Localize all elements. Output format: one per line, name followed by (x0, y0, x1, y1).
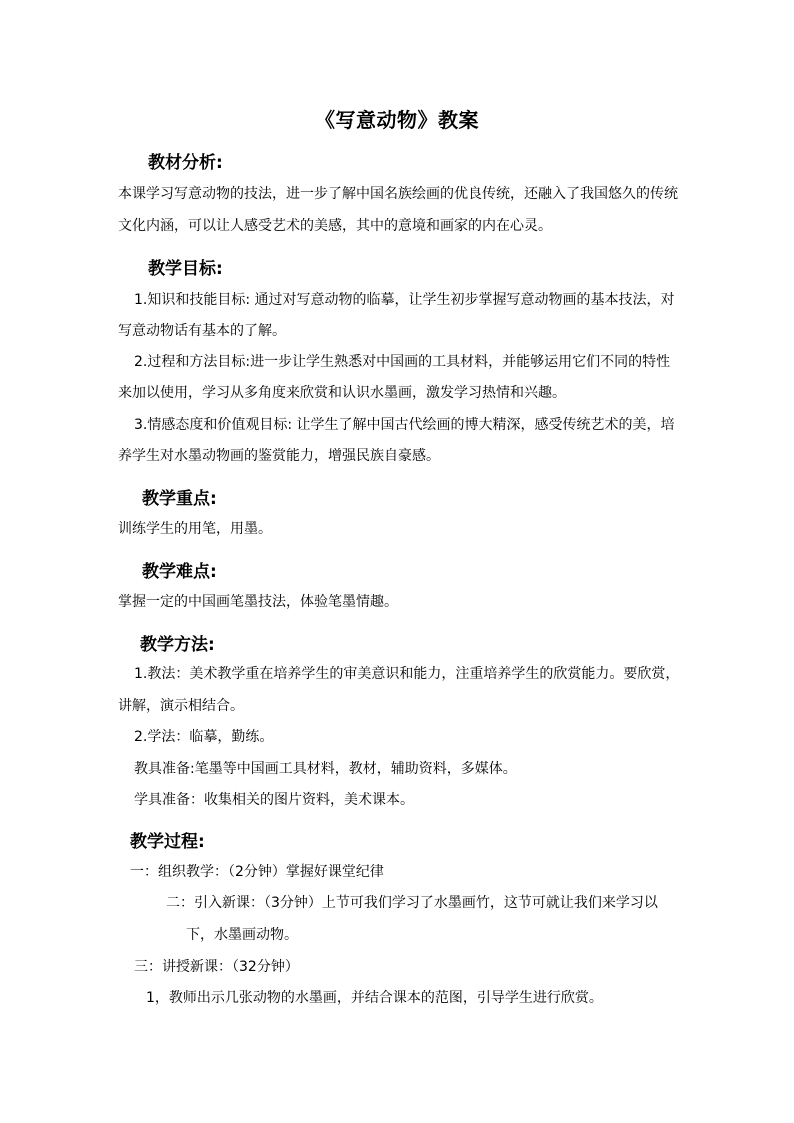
methods-line: 1.教法：美术教学重在培养学生的审美意识和能力，注重培养学生的欣赏能力。要欣赏， (134, 666, 680, 682)
goals-line: 1.知识和技能目标: 通过对写意动物的临摹，让学生初步掌握写意动物画的基本技法，对 (134, 292, 675, 308)
analysis-line: 本课学习写意动物的技法，进一步了解中国名族绘画的优良传统，还融入了我国悠久的传统 (118, 186, 678, 202)
key-points-line: 训练学生的用笔，用墨。 (118, 521, 272, 537)
section-heading-methods: 教学方法: (140, 635, 215, 655)
goals-line: 来加以使用，学习从多角度来欣赏和认识水墨画，激发学习热情和兴趣。 (118, 385, 566, 401)
document-title: 《写意动物》教案 (315, 108, 479, 132)
section-heading-process: 教学过程: (130, 832, 205, 852)
section-heading-key-points: 教学重点: (142, 489, 217, 509)
goals-line: 3.情感态度和价值观目标: 让学生了解中国古代绘画的博大精深，感受传统艺术的美，培 (134, 417, 675, 433)
analysis-line: 文化内涵，可以让人感受艺术的美感，其中的意境和画家的内在心灵。 (118, 218, 552, 234)
section-heading-analysis: 教材分析: (148, 153, 223, 173)
methods-line: 2.学法：临摹，勤练。 (134, 729, 274, 745)
process-line: 下，水墨画动物。 (186, 927, 298, 943)
process-line: 1，教师出示几张动物的水墨画，并结合课本的范图，引导学生进行欣赏。 (146, 990, 603, 1006)
process-line: 三：讲授新课：（32分钟） (134, 959, 299, 975)
process-line: 一：组织教学：（2分钟）掌握好课堂纪律 (130, 864, 384, 880)
section-heading-goals: 教学目标: (148, 259, 223, 279)
section-heading-difficulties: 教学难点: (142, 562, 217, 582)
process-line: 二：引入新课：（3分钟）上节可我们学习了水墨画竹，这节可就让我们来学习以 (166, 895, 658, 911)
goals-line: 养学生对水墨动物画的鉴赏能力，增强民族自豪感。 (118, 448, 440, 464)
methods-line: 讲解，演示相结合。 (118, 698, 244, 714)
goals-line: 写意动物话有基本的了解。 (118, 323, 286, 339)
methods-line: 教具准备:笔墨等中国画工具材料，教材，辅助资料，多媒体。 (134, 761, 517, 777)
methods-line: 学具准备：收集相关的图片资料，美术课本。 (134, 792, 414, 808)
difficulties-line: 掌握一定的中国画笔墨技法，体验笔墨情趣。 (118, 594, 398, 610)
goals-line: 2.过程和方法目标:进一步让学生熟悉对中国画的工具材料，并能够运用它们不同的特性 (134, 354, 671, 370)
